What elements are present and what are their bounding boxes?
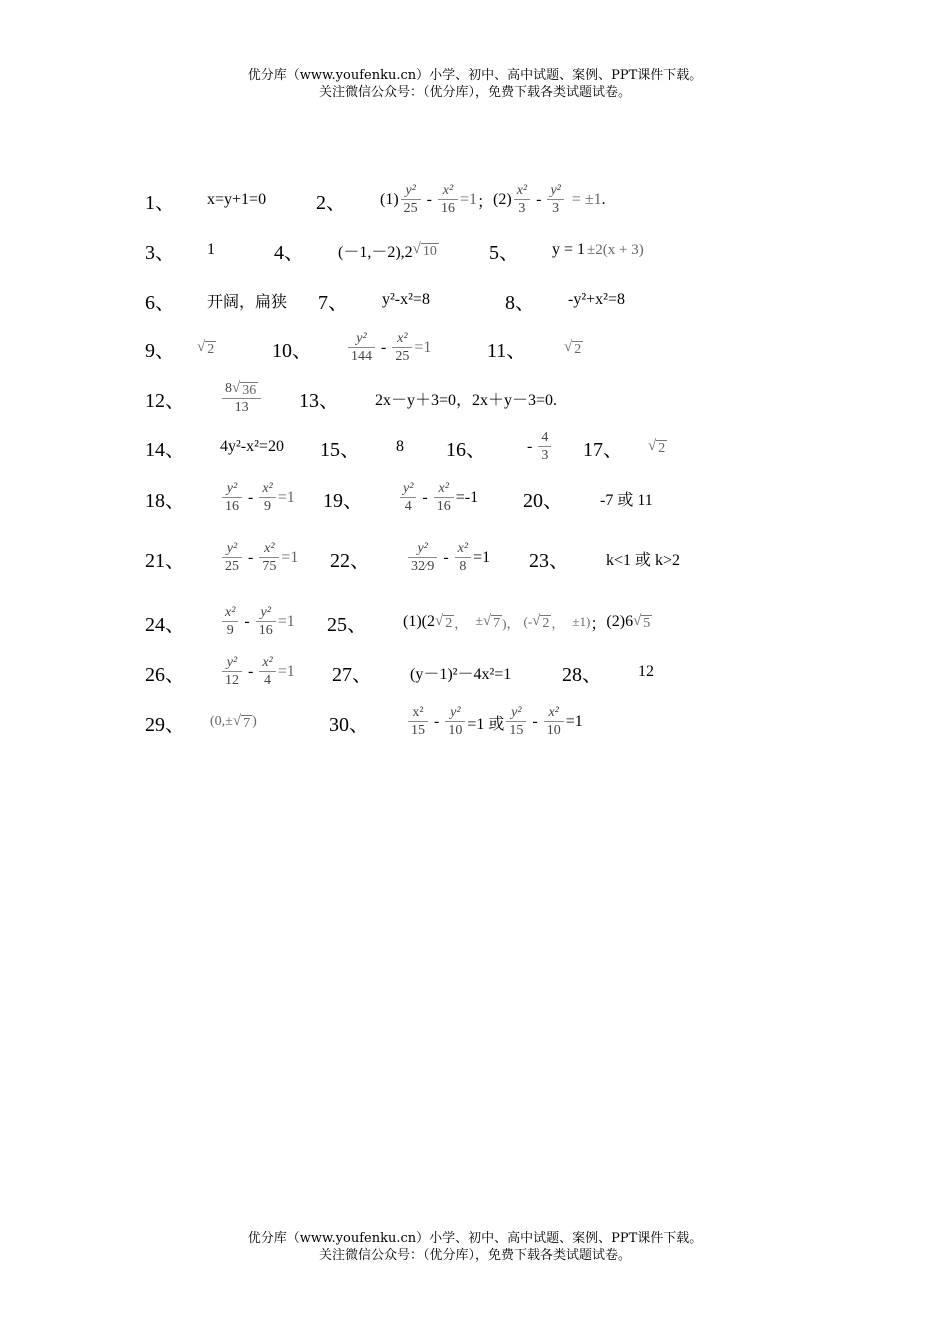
fraction: $\frac{\text{y²}}{16}$: [222, 481, 242, 515]
q30-answer: $\frac{\text{x²}}{15}$ - $\frac{\text{y²}}{10}$ =1 或 $\frac{\text{y²}}{15}$ - $\frac{\text{x²}}{10}$ =1: [406, 700, 583, 744]
answer-row-3: [0, 278, 950, 322]
q24-answer: $\frac{\text{x²}}{9}$ - $\frac{\text{y²}}{16}$ =1: [220, 600, 295, 644]
q22-answer: $\frac{\text{y²}}{32⁄9}$ - $\frac{\text{x²}}{8}$ =1: [406, 536, 490, 580]
fraction: $\frac{\text{x²}}{16}$: [434, 481, 454, 515]
q21-number: 21、: [145, 549, 185, 572]
sqrt-expression: √ 7: [482, 613, 501, 631]
q25-answer: (1)(2 √ 2 ， ± √ 7 )， (- √ 2 ， ±1) ； (2)6 √ 5: [403, 613, 651, 633]
q5-answer: y = 1 ±2(x + 3): [552, 241, 644, 258]
q7-answer: y²-x²=8: [382, 291, 430, 308]
sqrt-expression: √ 10: [412, 241, 437, 259]
fraction: $\frac{\text{x²}}{9}$: [222, 605, 238, 639]
q4-answer: (－1,－2),2 √ 10: [338, 241, 437, 261]
q3-number: 3、: [145, 241, 175, 264]
footer-line-1: 优分库（www.youfenku.cn）小学、初中、高中试题、案例、PPT课件下载。: [247, 1231, 703, 1246]
answer-row-9: [0, 600, 950, 644]
q14-number: 14、: [145, 438, 185, 461]
answer-row-8: [0, 536, 950, 580]
fraction: $\frac{\text{x²}}{16}$: [438, 183, 458, 217]
fraction: $\frac{\text{y²}}{10}$: [445, 705, 465, 739]
q17-number: 17、: [583, 438, 623, 461]
q14-answer: 4y²-x²=20: [220, 438, 284, 455]
q23-answer: k<1 或 k>2: [606, 551, 681, 569]
fraction: $\frac{\text{x²}}{15}$: [408, 705, 428, 739]
q28-answer: 12: [638, 663, 654, 680]
fraction: $\frac{\text{y²}}{15}$: [506, 705, 526, 739]
sqrt-expression: √ 7: [232, 713, 251, 731]
page-footer: [0, 1230, 950, 1264]
fraction: $\frac{\text{y²}}{25}$: [222, 541, 242, 575]
fraction: $\frac{\text{y²}}{16}$: [256, 605, 276, 639]
answer-row-7: [0, 476, 950, 520]
q10-answer: $\frac{\text{y²}}{144}$ - $\frac{\text{x²}}{25}$ =1: [346, 326, 431, 370]
q24-number: 24、: [145, 613, 185, 636]
q15-answer: 8: [396, 438, 404, 455]
fraction: $\frac{\text{x²}}{3}$: [514, 183, 530, 217]
q11-number: 11、: [487, 339, 527, 362]
fraction: 8 √ 36 13: [222, 380, 261, 416]
q23-number: 23、: [529, 549, 569, 572]
fraction: $\frac{\text{x²}}{4}$: [259, 655, 275, 689]
q20-answer: -7 或 11: [600, 491, 653, 509]
fraction: $\frac{\text{x²}}{25}$: [392, 331, 412, 365]
q12-answer: [220, 376, 263, 420]
q10-number: 10、: [272, 339, 312, 362]
q16-number: 16、: [446, 438, 486, 461]
q29-answer: (0,± √ 7 ): [210, 713, 257, 731]
q11-answer: [564, 326, 583, 370]
q20-number: 20、: [523, 489, 563, 512]
sqrt-expression: √ 2: [532, 613, 550, 631]
q9-number: 9、: [145, 339, 175, 362]
q16-answer: - $\frac{4}{3}$: [523, 425, 553, 469]
q12-number: 12、: [145, 389, 185, 412]
q6-answer: 开阔，扁狭: [207, 291, 288, 311]
q19-answer: $\frac{\text{y²}}{4}$ - $\frac{\text{x²}}{16}$ =-1: [398, 476, 478, 520]
fraction: $\frac{\text{y²}}{25}$: [401, 183, 421, 217]
answer-row-1: [0, 178, 950, 222]
header-line-1: 优分库（www.youfenku.cn）小学、初中、高中试题、案例、PPT课件下载。: [247, 68, 703, 83]
fraction: $\frac{\text{y²}}{3}$: [547, 183, 563, 217]
q9-answer: [197, 326, 216, 370]
q27-answer: (y－1)²－4x²=1: [410, 665, 512, 683]
q28-number: 28、: [562, 663, 602, 686]
fraction: $\frac{\text{y²}}{32⁄9}$: [408, 541, 437, 575]
q19-number: 19、: [323, 489, 363, 512]
header-line-2: 关注微信公众号：（优分库），免费下载各类试题试卷。: [318, 85, 631, 100]
q13-answer: 2x－y＋3=0，2x＋y－3=0.: [375, 391, 558, 409]
fraction: $\frac{\text{y²}}{4}$: [400, 481, 416, 515]
fraction: $\frac{\text{x²}}{8}$: [455, 541, 471, 575]
q15-number: 15、: [320, 438, 360, 461]
fraction: $\frac{\text{x²}}{9}$: [259, 481, 275, 515]
answer-row-10: [0, 650, 950, 694]
q1-answer: x=y+1=0: [207, 191, 267, 208]
footer-line-2: 关注微信公众号：（优分库），免费下载各类试题试卷。: [318, 1248, 631, 1263]
q2-answer: (1) $\frac{\text{y²}}{25}$ - $\frac{\text{x²}}{16}$ =1 ； (2) $\frac{\text{x²}}{3}$ - $\frac{\text{y²}}{3}$ = ±1 .: [380, 183, 606, 216]
q26-answer: $\frac{\text{y²}}{12}$ - $\frac{\text{x²}}{4}$ =1: [220, 650, 295, 694]
answer-row-4: [0, 326, 950, 370]
fraction: $\frac{\text{x²}}{10}$: [544, 705, 564, 739]
q2-number: 2、: [316, 191, 346, 214]
sqrt-expression: √ 2: [648, 438, 666, 456]
q22-number: 22、: [330, 549, 370, 572]
q18-number: 18、: [145, 489, 185, 512]
q18-answer: $\frac{\text{y²}}{16}$ - $\frac{\text{x²}}{9}$ =1: [220, 476, 295, 520]
q5-number: 5、: [489, 241, 519, 264]
q1-number: 1、: [145, 191, 175, 214]
q17-answer: [648, 425, 667, 469]
q29-number: 29、: [145, 713, 185, 736]
q13-number: 13、: [299, 389, 339, 412]
q3-answer: 1: [207, 241, 215, 258]
fraction: $\frac{4}{3}$: [538, 430, 551, 464]
answer-row-11: [0, 700, 950, 744]
q6-number: 6、: [145, 291, 175, 314]
fraction: $\frac{\text{y²}}{144}$: [348, 331, 375, 365]
q26-number: 26、: [145, 663, 185, 686]
page-header: [0, 67, 950, 101]
sqrt-expression: √ 5: [633, 613, 651, 631]
sqrt-expression: √ 36: [232, 380, 257, 398]
fraction: $\frac{\text{y²}}{12}$: [222, 655, 242, 689]
q30-number: 30、: [329, 713, 369, 736]
sqrt-expression: √ 2: [564, 339, 582, 357]
q21-answer: $\frac{\text{y²}}{25}$ - $\frac{\text{x²}}{75}$ =1: [220, 536, 298, 580]
q8-answer: -y²+x²=8: [568, 291, 625, 308]
sqrt-expression: √ 2: [197, 339, 215, 357]
answer-row-5: [0, 376, 950, 420]
answer-row-2: [0, 228, 950, 272]
fraction: $\frac{\text{x²}}{75}$: [259, 541, 279, 575]
q4-number: 4、: [274, 241, 304, 264]
q2-part2-label: (2): [493, 191, 512, 208]
q2-part1-label: (1): [380, 191, 399, 208]
q27-number: 27、: [332, 663, 372, 686]
q8-number: 8、: [505, 291, 535, 314]
answer-row-6: [0, 425, 950, 469]
q7-number: 7、: [318, 291, 348, 314]
sqrt-expression: √ 2: [434, 613, 453, 631]
q25-number: 25、: [327, 613, 367, 636]
